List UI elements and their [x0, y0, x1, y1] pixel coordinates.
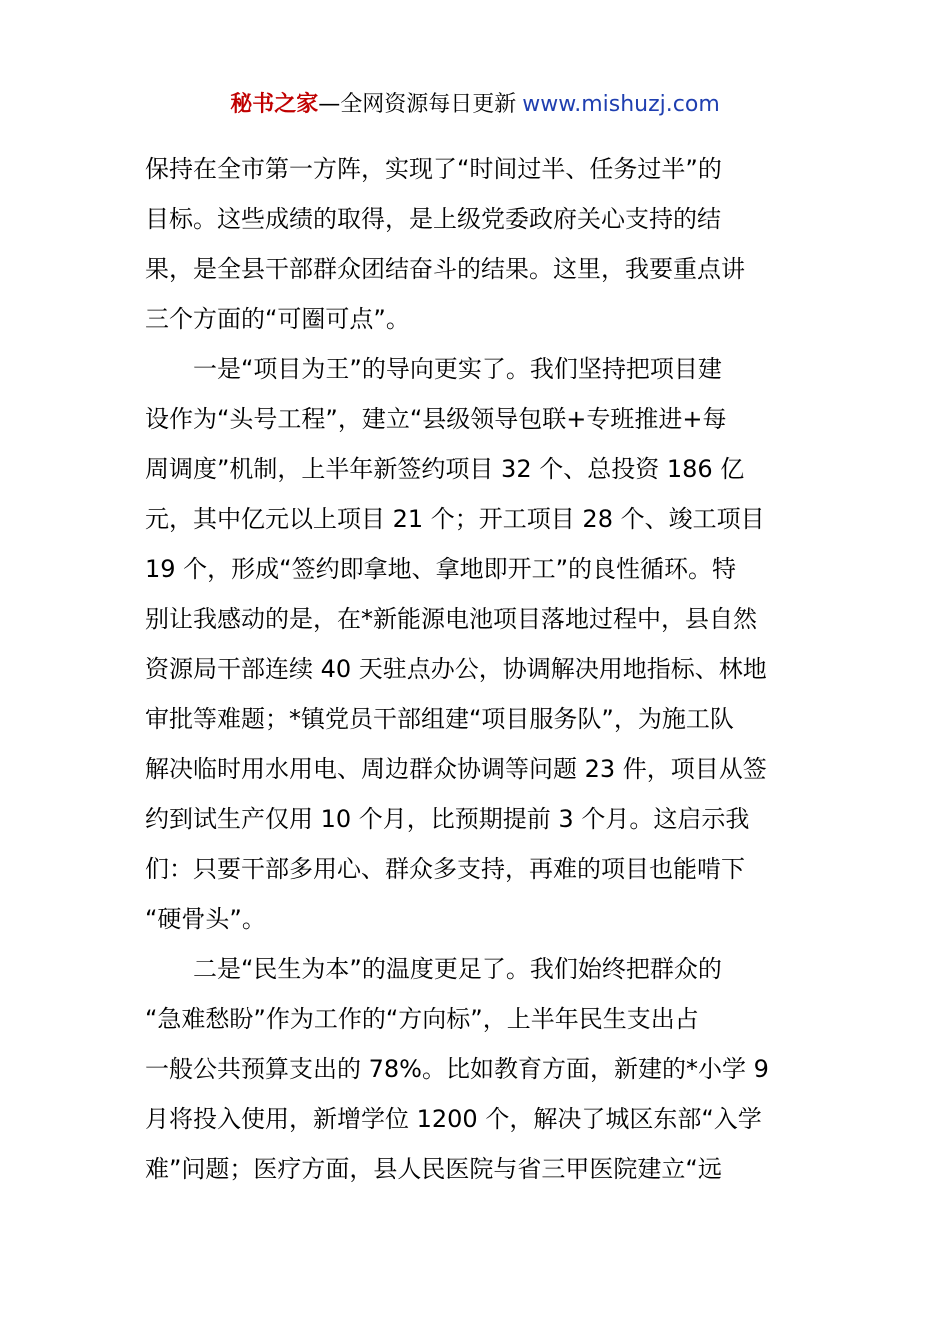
site-url-link[interactable]: www.mishuzj.com	[522, 92, 720, 117]
page-header	[0, 88, 950, 122]
body-line: 审批等难题；*镇党员干部组建“项目服务队”，为施工队	[145, 705, 734, 733]
document-body	[145, 144, 807, 1194]
body-line: 设作为“头号工程”，建立“县级领导包联+专班推进+每	[145, 405, 727, 433]
body-line: 资源局干部连续 40 天驻点办公，协调解决用地指标、林地	[145, 655, 767, 683]
header-tagline: —全网资源每日更新	[318, 92, 517, 117]
body-line: 别让我感动的是，在*新能源电池项目落地过程中，县自然	[145, 605, 757, 633]
paragraph-start-line: 一是“项目为王”的导向更实了。我们坚持把项目建	[193, 355, 722, 383]
body-line: 目标。这些成绩的取得，是上级党委政府关心支持的结	[145, 205, 721, 233]
body-line: 果，是全县干部群众团结奋斗的结果。这里，我要重点讲	[145, 255, 745, 283]
body-line: 19 个，形成“签约即拿地、拿地即开工”的良性循环。特	[145, 555, 737, 583]
paragraph-start-line: 二是“民生为本”的温度更足了。我们始终把群众的	[193, 955, 722, 983]
body-line: 解决临时用水用电、周边群众协调等问题 23 件，项目从签	[145, 755, 767, 783]
body-line: 元，其中亿元以上项目 21 个；开工项目 28 个、竣工项目	[145, 505, 765, 533]
body-line: 约到试生产仅用 10 个月，比预期提前 3 个月。这启示我	[145, 805, 750, 833]
body-line: 周调度”机制，上半年新签约项目 32 个、总投资 186 亿	[145, 455, 745, 483]
body-line: 一般公共预算支出的 78%。比如教育方面，新建的*小学 9	[145, 1055, 769, 1083]
body-line: 们：只要干部多用心、群众多支持，再难的项目也能啃下	[145, 855, 745, 883]
brand-name: 秘书之家	[230, 92, 319, 117]
body-line: 难”问题；医疗方面，县人民医院与省三甲医院建立“远	[145, 1155, 722, 1183]
body-line: “急难愁盼”作为工作的“方向标”，上半年民生支出占	[145, 1005, 699, 1033]
body-line: “硬骨头”。	[145, 905, 266, 933]
body-line: 保持在全市第一方阵，实现了“时间过半、任务过半”的	[145, 155, 722, 183]
body-line: 三个方面的“可圈可点”。	[145, 305, 410, 333]
body-line: 月将投入使用，新增学位 1200 个，解决了城区东部“入学	[145, 1105, 762, 1133]
